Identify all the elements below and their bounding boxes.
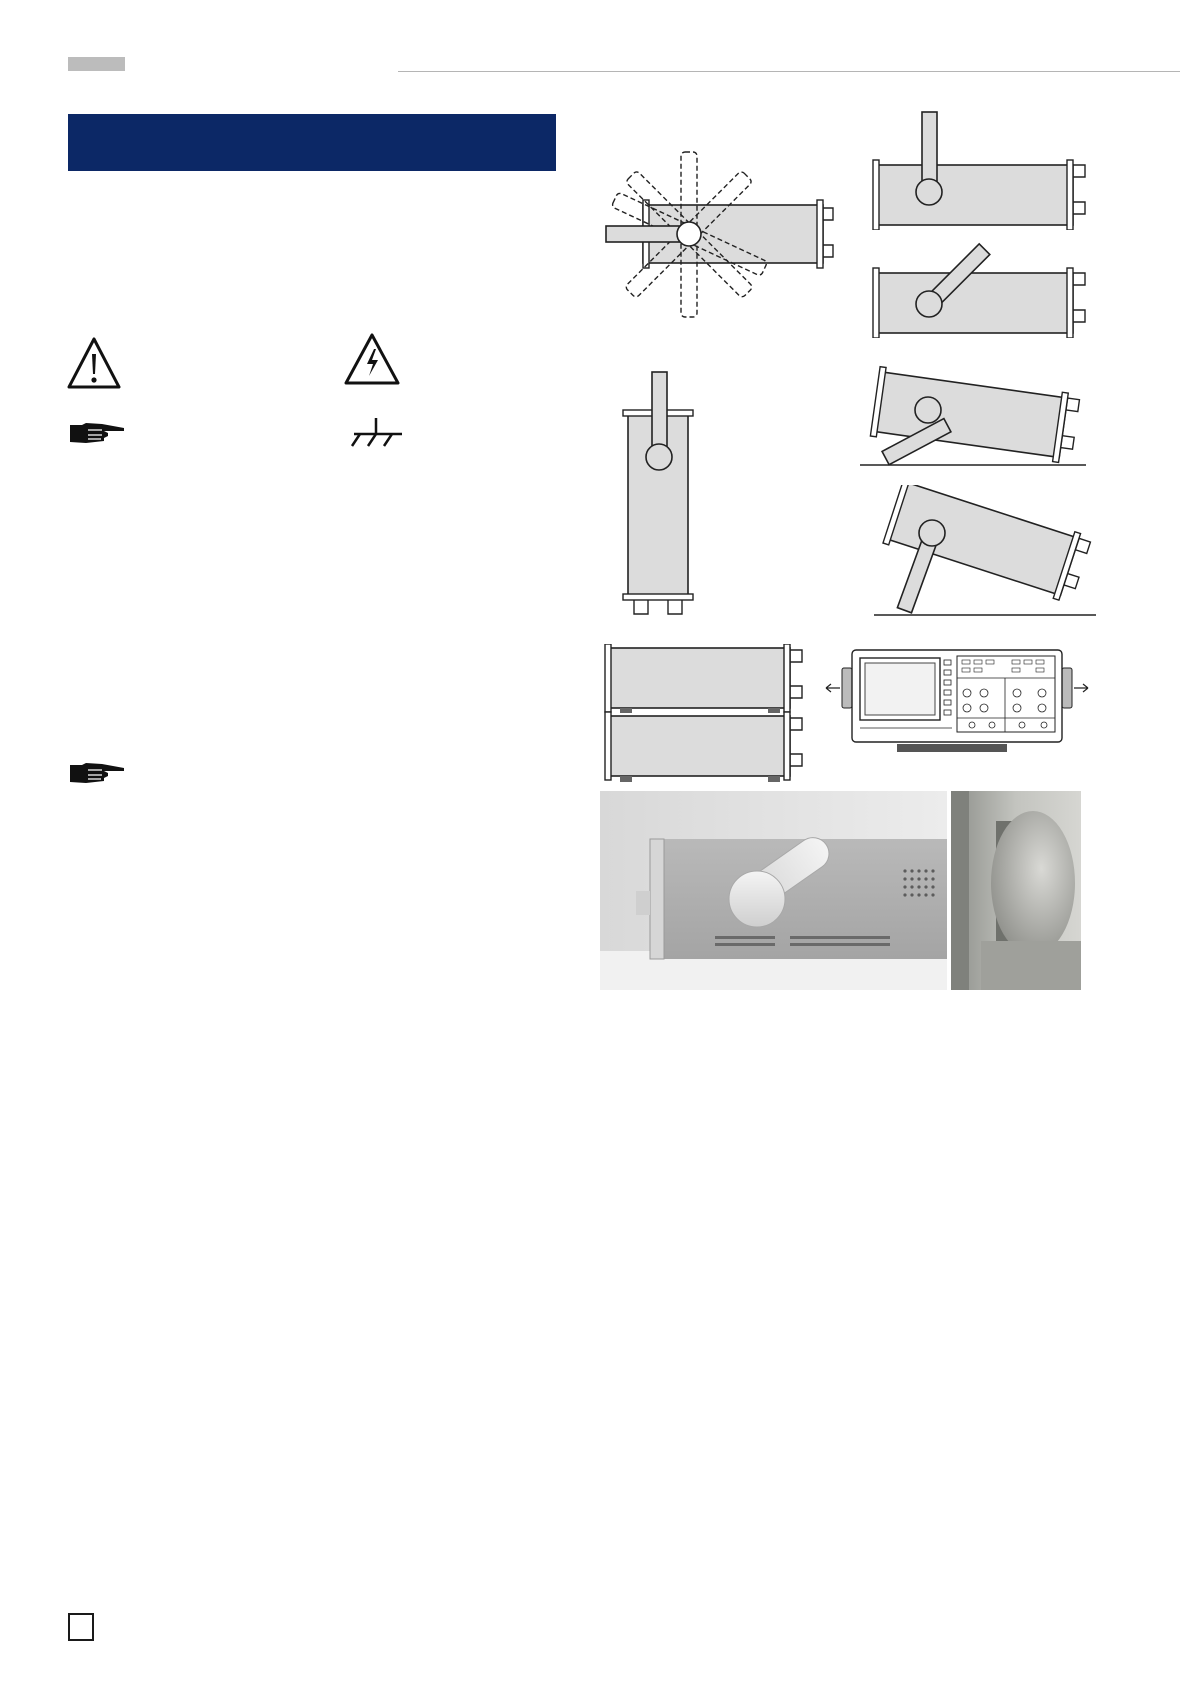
section-heading-bar — [68, 114, 556, 171]
standing-instrument-diagram — [618, 370, 713, 620]
handle-photo — [600, 791, 947, 990]
warning-triangle-icon — [66, 336, 122, 392]
oscilloscope-front-view — [822, 648, 1092, 756]
header-tab — [68, 57, 125, 71]
steep-tilt-instrument-diagram — [872, 485, 1098, 620]
pointing-hand-icon — [68, 762, 126, 784]
tilted-instrument-diagram — [858, 365, 1088, 470]
stacked-instruments-diagram — [604, 644, 816, 784]
page-number-box — [68, 1613, 94, 1641]
handle-diagonal-diagram — [872, 238, 1092, 338]
handle-detail-photo — [951, 791, 1081, 990]
ground-icon — [348, 418, 404, 448]
pointing-hand-icon — [68, 422, 126, 444]
handle-rotation-diagram — [603, 150, 853, 320]
header-rule — [398, 71, 1180, 72]
high-voltage-icon — [344, 333, 400, 385]
handle-upright-diagram — [872, 110, 1092, 230]
